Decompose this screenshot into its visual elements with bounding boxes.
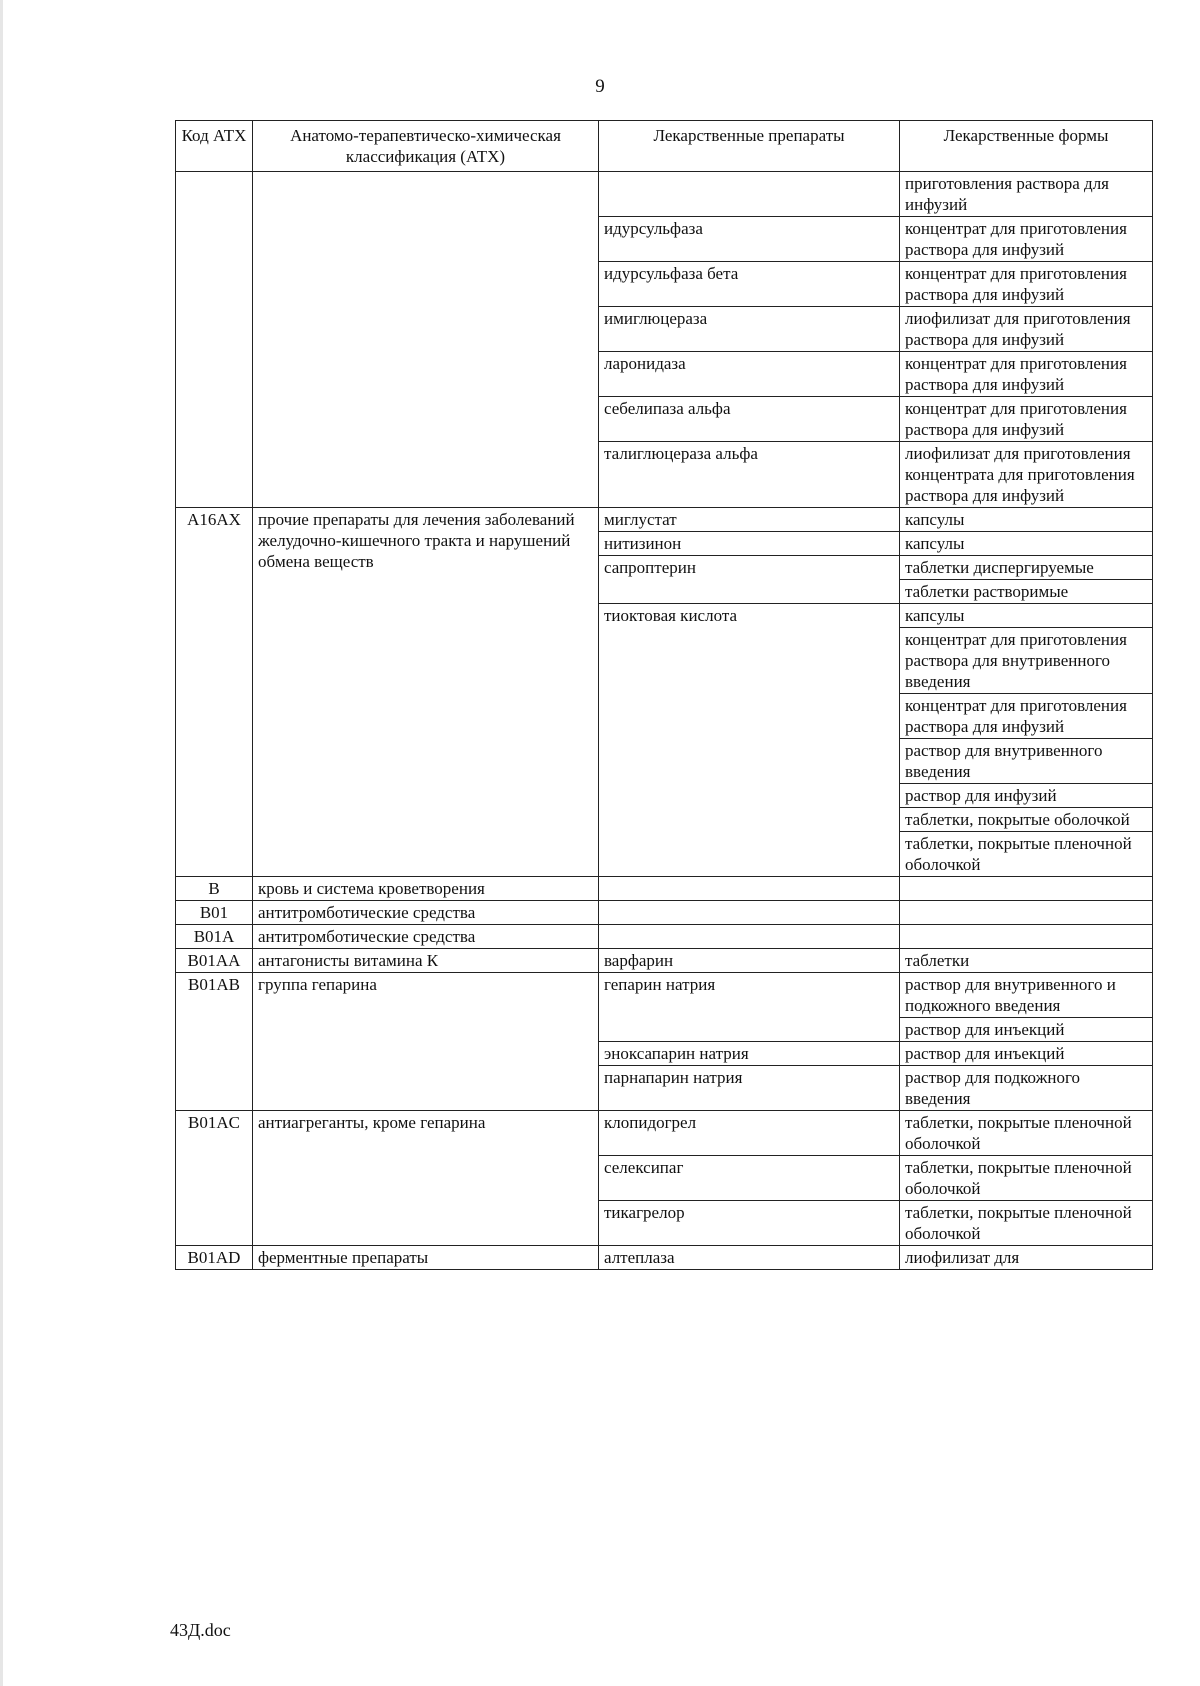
cell-atc: ферментные препараты	[253, 1246, 599, 1270]
cell-form: лиофилизат для приготовления раствора для инфузий	[900, 307, 1153, 352]
cell-form: концентрат для приготовления раствора для инфузий	[900, 397, 1153, 442]
cell-form: капсулы	[900, 532, 1153, 556]
table-row	[176, 508, 1153, 532]
cell-drug	[599, 925, 900, 949]
header-code: Код АТХ	[176, 121, 253, 172]
cell-form: лиофилизат для	[900, 1246, 1153, 1270]
cell-form: таблетки, покрытые пленочной оболочкой	[900, 1201, 1153, 1246]
cell-form: таблетки, покрытые пленочной оболочкой	[900, 1156, 1153, 1201]
cell-drug: эноксапарин натрия	[599, 1042, 900, 1066]
cell-form: приготовления раствора для инфузий	[900, 172, 1153, 217]
cell-form: концентрат для приготовления раствора для инфузий	[900, 694, 1153, 739]
cell-drug: алтеплаза	[599, 1246, 900, 1270]
cell-drug: нитизинон	[599, 532, 900, 556]
table-row	[176, 949, 1153, 973]
cell-drug: сапроптерин	[599, 556, 900, 604]
header-drugs: Лекарственные препараты	[599, 121, 900, 172]
cell-drug: талиглюцераза альфа	[599, 442, 900, 508]
cell-atc: кровь и система кроветворения	[253, 877, 599, 901]
cell-form: капсулы	[900, 508, 1153, 532]
cell-form	[900, 925, 1153, 949]
table-row	[176, 901, 1153, 925]
cell-drug: себелипаза альфа	[599, 397, 900, 442]
table-header-row	[176, 121, 1153, 172]
cell-drug: тикагрелор	[599, 1201, 900, 1246]
atc-drug-table	[175, 120, 1153, 1270]
cell-drug: миглустат	[599, 508, 900, 532]
cell-code: B01	[176, 901, 253, 925]
cell-form: таблетки	[900, 949, 1153, 973]
cell-form: раствор для внутривенного введения	[900, 739, 1153, 784]
cell-code: B01AD	[176, 1246, 253, 1270]
cell-form: концентрат для приготовления раствора для инфузий	[900, 352, 1153, 397]
cell-code: A16AX	[176, 508, 253, 877]
cell-code: B01AA	[176, 949, 253, 973]
cell-drug	[599, 877, 900, 901]
cell-atc: антиагреганты, кроме гепарина	[253, 1111, 599, 1246]
cell-form: раствор для инъекций	[900, 1018, 1153, 1042]
cell-drug: имиглюцераза	[599, 307, 900, 352]
header-atc: Анатомо-терапевтическо-химическая классификация (АТХ)	[253, 121, 599, 172]
cell-drug: варфарин	[599, 949, 900, 973]
cell-drug: парнапарин натрия	[599, 1066, 900, 1111]
cell-code: B01AC	[176, 1111, 253, 1246]
footer-filename: 43Д.doc	[170, 1620, 231, 1640]
cell-drug: идурсульфаза	[599, 217, 900, 262]
cell-form: раствор для инъекций	[900, 1042, 1153, 1066]
cell-code: B01A	[176, 925, 253, 949]
cell-atc: прочие препараты для лечения заболеваний желудочно-кишечного тракта и нарушений обмена веществ	[253, 508, 599, 877]
cell-form: капсулы	[900, 604, 1153, 628]
cell-form: раствор для подкожного введения	[900, 1066, 1153, 1111]
cell-drug: селексипаг	[599, 1156, 900, 1201]
cell-form: таблетки, покрытые оболочкой	[900, 808, 1153, 832]
cell-atc: антагонисты витамина К	[253, 949, 599, 973]
cell-form: таблетки растворимые	[900, 580, 1153, 604]
cell-form	[900, 877, 1153, 901]
table-row	[176, 877, 1153, 901]
cell-code	[176, 172, 253, 508]
page-number: 9	[595, 76, 605, 97]
table-row	[176, 1111, 1153, 1156]
cell-code: B01AB	[176, 973, 253, 1111]
scan-edge	[0, 0, 3, 1686]
cell-drug	[599, 901, 900, 925]
cell-code: B	[176, 877, 253, 901]
cell-atc	[253, 172, 599, 508]
cell-form: таблетки диспергируемые	[900, 556, 1153, 580]
cell-form	[900, 901, 1153, 925]
cell-drug: идурсульфаза бета	[599, 262, 900, 307]
cell-form: таблетки, покрытые пленочной оболочкой	[900, 1111, 1153, 1156]
cell-form: концентрат для приготовления раствора для инфузий	[900, 217, 1153, 262]
cell-form: таблетки, покрытые пленочной оболочкой	[900, 832, 1153, 877]
cell-drug: ларонидаза	[599, 352, 900, 397]
cell-form: лиофилизат для приготовления концентрата для приготовления раствора для инфузий	[900, 442, 1153, 508]
cell-form: раствор для инфузий	[900, 784, 1153, 808]
cell-atc: антитромботические средства	[253, 901, 599, 925]
cell-drug: тиоктовая кислота	[599, 604, 900, 877]
table-row	[176, 1246, 1153, 1270]
cell-atc: антитромботические средства	[253, 925, 599, 949]
header-forms: Лекарственные формы	[900, 121, 1153, 172]
cell-form: концентрат для приготовления раствора для инфузий	[900, 262, 1153, 307]
cell-drug	[599, 172, 900, 217]
cell-form: концентрат для приготовления раствора для внутривенного введения	[900, 628, 1153, 694]
cell-drug: клопидогрел	[599, 1111, 900, 1156]
cell-atc: группа гепарина	[253, 973, 599, 1111]
table-row	[176, 925, 1153, 949]
cell-form: раствор для внутривенного и подкожного введения	[900, 973, 1153, 1018]
table-row	[176, 172, 1153, 217]
table-row	[176, 973, 1153, 1018]
cell-drug: гепарин натрия	[599, 973, 900, 1042]
